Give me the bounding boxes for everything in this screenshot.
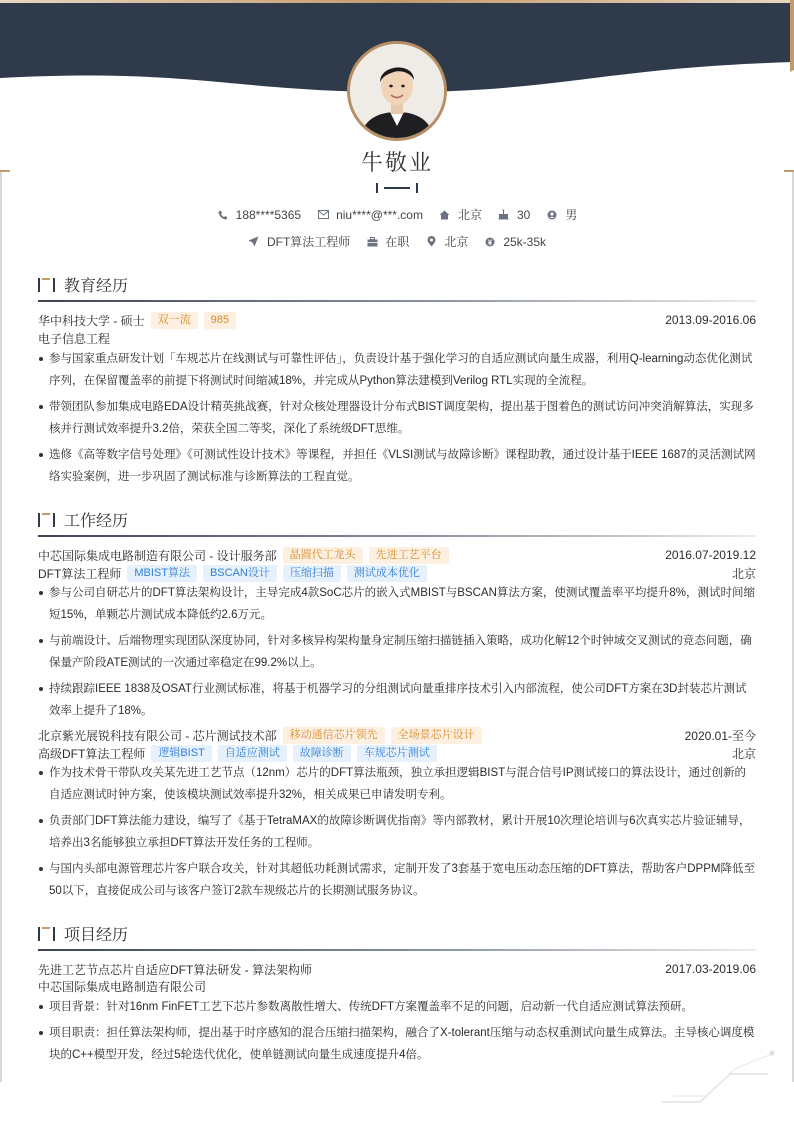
- intent-salary: [484, 235, 546, 249]
- company-tag: 全场景芯片设计: [391, 727, 482, 744]
- education-bullet: 带领团队参加集成电路EDA设计精英挑战赛，针对众核处理器设计分布式BIST调度架构，提出基于图着色的测试访问冲突消解算法，实现多核并行测试效率提升3.2倍，荣获全国二等奖，深化了系统级DFT思维。: [38, 396, 756, 440]
- project-date: 2017.03-2019.06: [665, 962, 756, 976]
- candidate-name: 牛敬业: [360, 150, 433, 175]
- education-rule: [38, 300, 756, 302]
- company-tag: 移动通信芯片领先: [283, 727, 385, 744]
- skill-tag: 车规芯片测试: [357, 745, 437, 762]
- position-text: DFT算法工程师: [266, 235, 351, 249]
- skill-tag: 故障诊断: [293, 745, 351, 762]
- job-header: [38, 546, 756, 564]
- email-text: niu****@***.com: [336, 207, 423, 222]
- section-marker-icon: [38, 512, 56, 528]
- education-bullet: 选修《高等数字信号处理》《可测试性设计技术》等课程，并担任《VLSI测试与故障诊断》课程助教，通过设计基于IEEE 1687的灵活测试网络实验案例，进一步巩固了测试标准与诊断算法的工程直觉。: [38, 444, 756, 488]
- job-bullet: 作为技术骨干带队攻关某先进工艺节点（12nm）芯片的DFT算法瓶颈，独立承担逻辑BIST与混合信号IP测试接口的算法设计，通过创新的自适应测试时钟方案，使该模块测试效率提升32%，相关成果已申请发明专利。: [38, 762, 756, 806]
- work-title: 工作经历: [64, 513, 129, 530]
- gender-text: 男: [565, 208, 578, 222]
- work-rule: [38, 535, 756, 537]
- job-bullet: 参与公司自研芯片的DFT算法架构设计，主导完成4款SoC芯片的嵌入式MBIST与BSCAN算法方案，使测试覆盖率平均提升8%，测试时间缩短15%，单颗芯片测试成本降低约2.6万元。: [38, 582, 756, 626]
- school-tag: 双一流: [151, 312, 198, 329]
- left-border: [0, 172, 2, 1082]
- phone-icon: [217, 209, 229, 221]
- section-marker-icon: [38, 277, 56, 293]
- job-bullet: 与国内头部电源管理芯片客户联合攻关，针对其超低功耗测试需求，定制开发了3套基于宽电压动态压缩的DFT算法，帮助客户DPPM降低至50以下，直接促成公司与该客户签订2款车规级芯片的长期测试服务协议。: [38, 858, 756, 902]
- briefcase-icon: [366, 236, 378, 248]
- job-intent-row: [0, 233, 794, 250]
- job-city: 北京: [731, 746, 756, 761]
- education-date: 2013.09-2016.06: [665, 313, 756, 327]
- contact-phone: [217, 208, 301, 222]
- section-title-projects: [38, 922, 128, 945]
- job-bullet: 与前端设计、后端物理实现团队深度协同，针对多核异构架构量身定制压缩扫描链插入策略，成功化解12个时钟域交叉测试的竞态问题，确保量产阶段ATE测试的一次通过率稳定在99.2%以上。: [38, 630, 756, 674]
- send-icon: [248, 236, 260, 248]
- section-title-work: [38, 508, 128, 531]
- gender-icon: [546, 209, 558, 221]
- name-divider-ornament: [375, 182, 419, 194]
- company-name: 中芯国际集成电路制造有限公司 - 设计服务部: [38, 548, 277, 563]
- company-name: 北京紫光展锐科技有限公司 - 芯片测试技术部: [38, 728, 277, 743]
- job-city: 北京: [731, 566, 756, 581]
- job-date: 2016.07-2019.12: [665, 548, 756, 562]
- salary-icon: [484, 236, 496, 248]
- intent-status: [366, 233, 409, 250]
- phone-text: 188****5365: [235, 207, 302, 222]
- contact-row: [0, 206, 794, 223]
- city-text: 北京: [457, 208, 482, 222]
- location-icon: [425, 236, 437, 248]
- job-date: 2020.01-至今: [684, 728, 756, 743]
- skill-tag: 测试成本优化: [347, 565, 427, 582]
- education-header: [38, 311, 756, 329]
- education-bullet: 参与国家重点研发计划「车规芯片在线测试与可靠性评估」，负责设计基于强化学习的自适应测试向量生成器，利用Q-learning动态优化测试序列，在保留覆盖率的前提下将测试时间缩减18%，并完成从Python算法建模到Verilog RTL实现的全流程。: [38, 348, 756, 392]
- skill-tag: 自适应测试: [218, 745, 287, 762]
- intent-city-text: 北京: [444, 235, 469, 249]
- project-header: [38, 960, 756, 978]
- cake-icon: [498, 209, 510, 221]
- education-title: 教育经历: [64, 278, 129, 295]
- project-bullet: 项目背景：针对16nm FinFET工艺下芯片参数离散性增大、传统DFT方案覆盖率不足的问题，启动新一代自适应测试算法预研。: [38, 996, 756, 1018]
- job-role: DFT算法工程师: [38, 566, 122, 581]
- job-role-line: [38, 564, 756, 582]
- mail-icon: [317, 209, 329, 221]
- contact-age: [498, 208, 530, 222]
- age-text: 30: [516, 207, 531, 222]
- job-bullet: 负责部门DFT算法能力建设，编写了《基于TetraMAX的故障诊断调优指南》等内部教材，累计开展10次理论培训与6次真实芯片验证辅导，培养出3名能够独立承担DFT算法开发任务的工程师。: [38, 810, 756, 854]
- skill-tag: MBIST算法: [127, 565, 197, 582]
- job-role-line: [38, 744, 756, 762]
- company-tag: 先进工艺平台: [369, 547, 449, 564]
- intent-position: [248, 233, 350, 250]
- job-header: [38, 726, 756, 744]
- projects-rule: [38, 949, 756, 951]
- school-name: 华中科技大学 - 硕士: [38, 313, 145, 328]
- avatar: [347, 41, 447, 141]
- home-icon: [439, 209, 451, 221]
- contact-gender: [546, 206, 577, 223]
- education-major: 电子信息工程: [38, 332, 111, 346]
- skill-tag: 压缩扫描: [283, 565, 341, 582]
- salary-text: 25k-35k: [503, 234, 547, 249]
- company-tag: 晶圆代工龙头: [283, 547, 363, 564]
- skill-tag: 逻辑BIST: [151, 745, 211, 762]
- project-name: 先进工艺节点芯片自适应DFT算法研发 - 算法架构师: [38, 962, 312, 977]
- skill-tag: BSCAN设计: [203, 565, 277, 582]
- contact-email: [317, 208, 423, 222]
- project-org: 中芯国际集成电路制造有限公司: [38, 980, 207, 994]
- avatar-portrait: [350, 44, 444, 138]
- status-text: 在职: [385, 235, 410, 249]
- corner-line-ornament: [660, 1048, 780, 1108]
- contact-city: [439, 206, 482, 223]
- section-title-education: [38, 273, 128, 296]
- projects-title: 项目经历: [64, 927, 129, 944]
- job-role: 高级DFT算法工程师: [38, 746, 146, 761]
- job-bullet: 持续跟踪IEEE 1838及OSAT行业测试标准，将基于机器学习的分组测试向量重排序技术引入内部流程，使公司DFT方案在3D封装芯片测试效率上提升了18%。: [38, 678, 756, 722]
- intent-city: [425, 233, 468, 250]
- school-tag: 985: [204, 312, 236, 329]
- section-marker-icon: [38, 926, 56, 942]
- project-bullet: 项目职责：担任算法架构师，提出基于时序感知的混合压缩扫描架构，融合了X-tolerant压缩与动态权重测试向量生成算法。主导核心调度模块的C++模型开发，经过5轮迭代优化，使单链测试向量生成速度提升4倍。: [38, 1022, 756, 1066]
